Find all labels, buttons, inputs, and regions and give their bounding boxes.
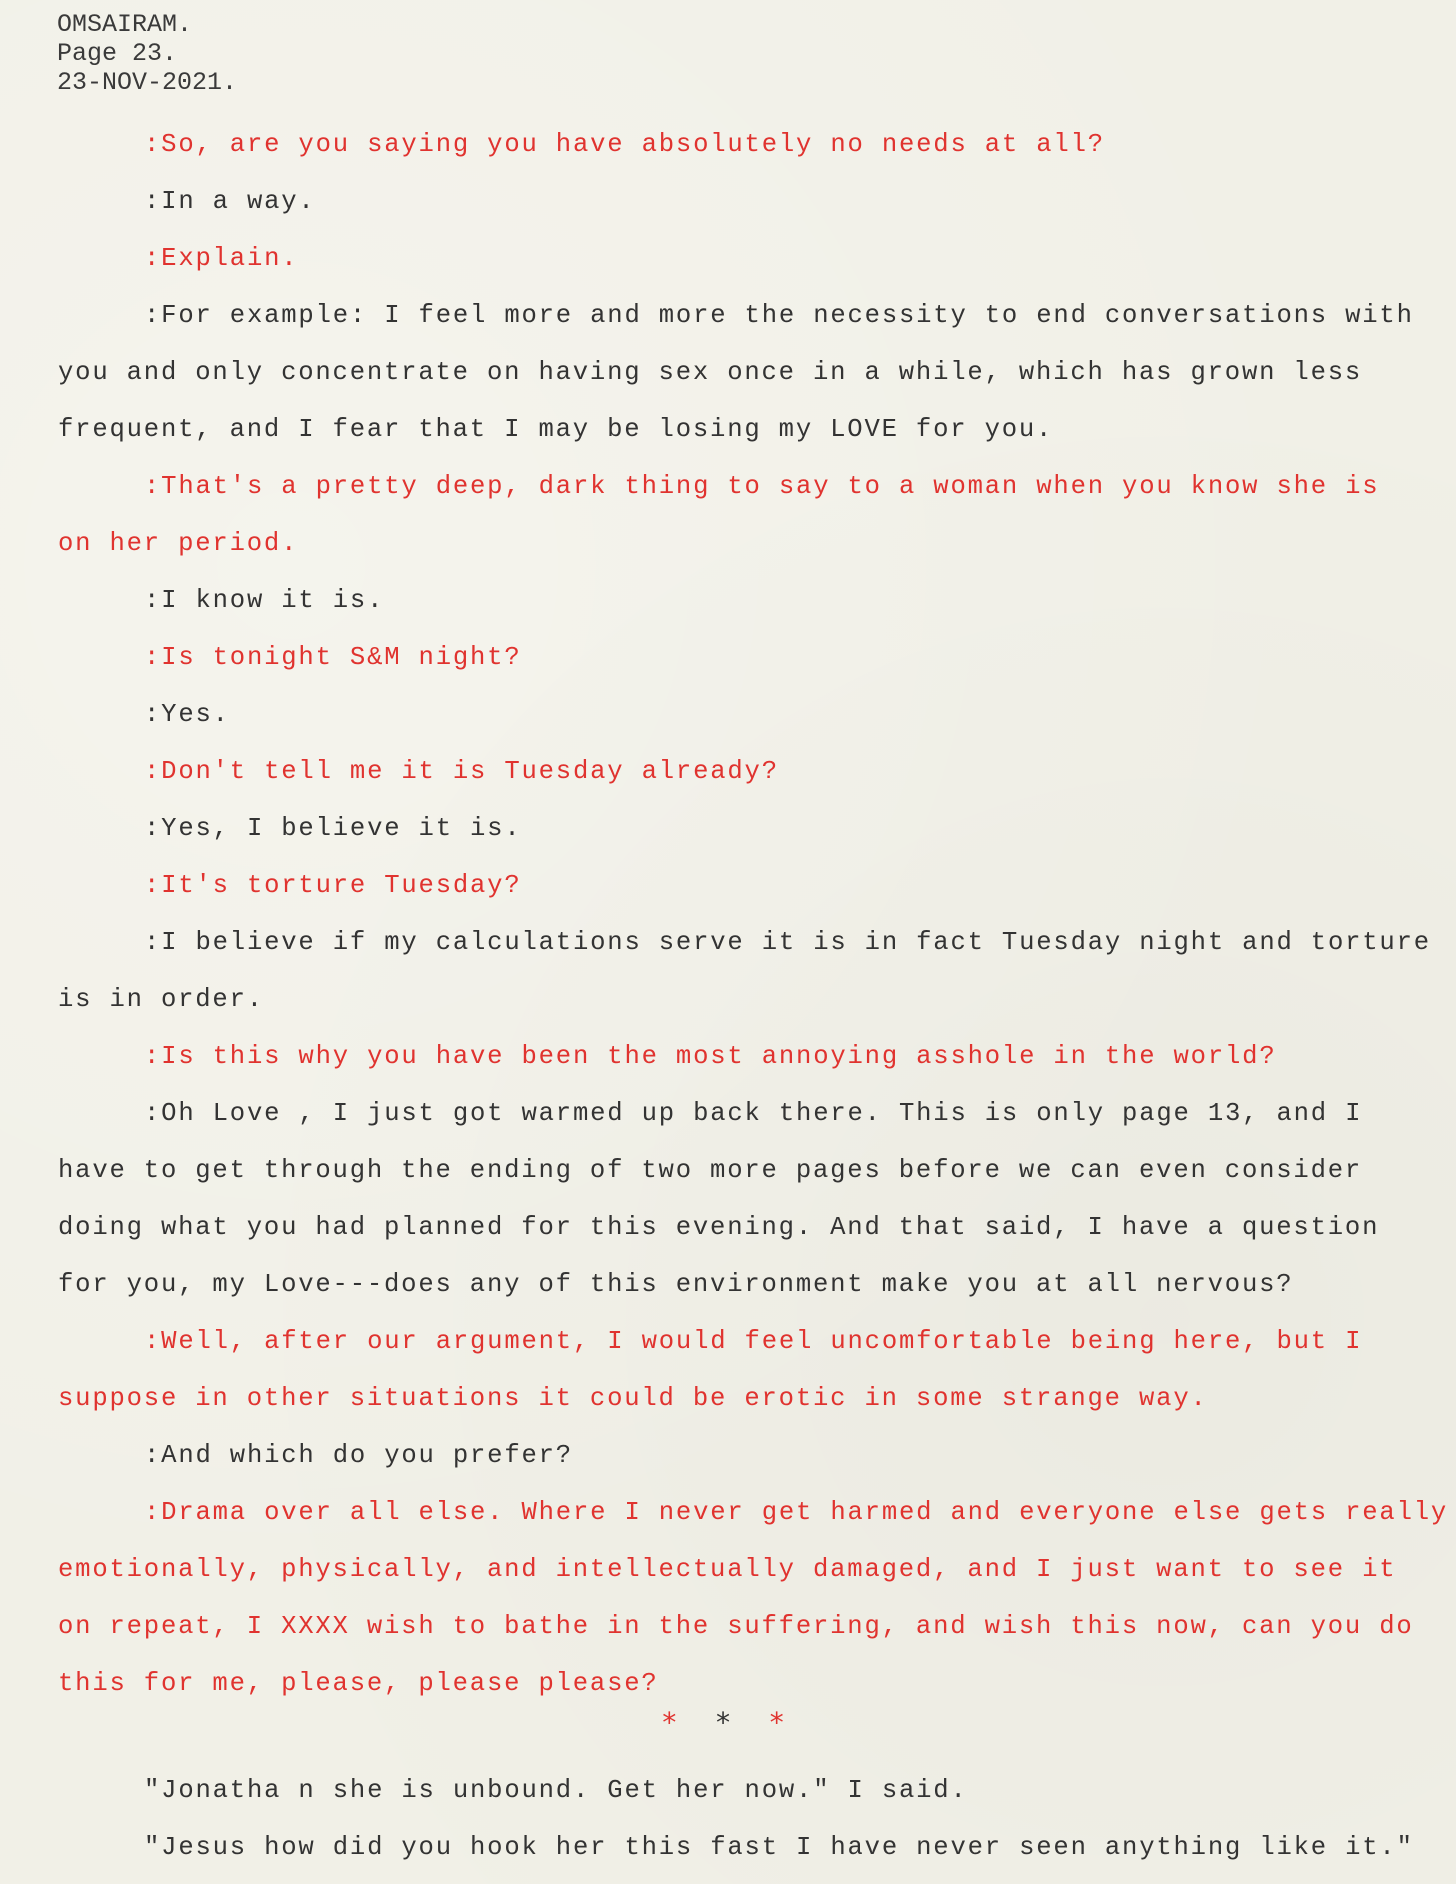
dialogue-line: :Yes, I believe it is. xyxy=(144,814,522,843)
dialogue-line: :It's torture Tuesday? xyxy=(144,871,522,900)
dialogue-paragraph xyxy=(58,1427,1448,1484)
dialogue-line: frequent, and I fear that I may be losing my LOVE for you. xyxy=(58,415,1054,444)
dialogue-paragraph xyxy=(58,686,1448,743)
dialogue-line: for you, my Love---does any of this environment make you at all nervous? xyxy=(58,1270,1294,1299)
dialogue-line: :And which do you prefer? xyxy=(144,1441,573,1470)
dialogue-line: this for me, please, please please? xyxy=(58,1669,659,1698)
dialogue-paragraph xyxy=(58,116,1448,173)
dialogue-paragraph xyxy=(58,1484,1448,1712)
dialogue-paragraph xyxy=(58,1028,1448,1085)
narrative-line-text: "Jonatha n she is unbound. Get her now." I said. xyxy=(144,1776,968,1805)
separator-asterisk: * xyxy=(768,1706,796,1739)
dialogue-line: on her period. xyxy=(58,529,299,558)
dialogue-paragraph xyxy=(58,287,1448,458)
header-page-number: Page 23. xyxy=(57,39,178,68)
dialogue-line: :For example: I feel more and more the necessity to end conversations with xyxy=(144,301,1414,330)
dialogue-line: suppose in other situations it could be erotic in some strange way. xyxy=(58,1384,1208,1413)
dialogue-line: is in order. xyxy=(58,985,264,1014)
dialogue-paragraph xyxy=(58,572,1448,629)
dialogue-line: :Don't tell me it is Tuesday already? xyxy=(144,757,779,786)
dialogue-line: :So, are you saying you have absolutely no needs at all? xyxy=(144,130,1105,159)
narrative-line xyxy=(58,1819,1448,1876)
dialogue-line: have to get through the ending of two more pages before we can even consider xyxy=(58,1156,1363,1185)
dialogue-line: :Yes. xyxy=(144,700,230,729)
dialogue-line: :Explain. xyxy=(144,244,299,273)
section-separator xyxy=(0,1706,1456,1739)
header-date: 23-NOV-2021. xyxy=(57,68,238,97)
narrative-line xyxy=(58,1762,1448,1819)
dialogue-paragraph xyxy=(58,857,1448,914)
dialogue-paragraph xyxy=(58,800,1448,857)
dialogue-line: :Is this why you have been the most annoying asshole in the world? xyxy=(144,1042,1277,1071)
dialogue-line: you and only concentrate on having sex once in a while, which has grown less xyxy=(58,358,1363,387)
page-header xyxy=(57,10,237,97)
dialogue-line: :Oh Love , I just got warmed up back there. This is only page 13, and I xyxy=(144,1099,1363,1128)
dialogue-paragraph xyxy=(58,914,1448,1028)
dialogue-line: emotionally, physically, and intellectually damaged, and I just want to see it xyxy=(58,1555,1397,1584)
dialogue-line: :Well, after our argument, I would feel uncomfortable being here, but I xyxy=(144,1327,1363,1356)
dialogue-line: on repeat, I XXXX wish to bathe in the suffering, and wish this now, can you do xyxy=(58,1612,1414,1641)
narrative-after-break xyxy=(58,1762,1448,1876)
dialogue-line: :Is tonight S&M night? xyxy=(144,643,522,672)
dialogue-paragraph xyxy=(58,458,1448,572)
dialogue-line: :I believe if my calculations serve it is in fact Tuesday night and torture xyxy=(144,928,1431,957)
dialogue-paragraph xyxy=(58,629,1448,686)
dialogue-line: :Drama over all else. Where I never get harmed and everyone else gets really xyxy=(144,1498,1449,1527)
dialogue-paragraph xyxy=(58,173,1448,230)
narrative-line-text: "Jesus how did you hook her this fast I have never seen anything like it." xyxy=(144,1833,1414,1862)
dialogue-paragraph xyxy=(58,743,1448,800)
dialogue-paragraph xyxy=(58,1085,1448,1313)
separator-asterisk: * xyxy=(660,1706,688,1739)
dialogue-line: doing what you had planned for this evening. And that said, I have a question xyxy=(58,1213,1380,1242)
dialogue-paragraph xyxy=(58,1313,1448,1427)
dialogue-body xyxy=(58,116,1448,1712)
dialogue-line: :In a way. xyxy=(144,187,316,216)
header-title: OMSAIRAM. xyxy=(57,10,193,39)
dialogue-line: :I know it is. xyxy=(144,586,385,615)
dialogue-paragraph xyxy=(58,230,1448,287)
separator-asterisk: * xyxy=(714,1706,742,1739)
dialogue-line: :That's a pretty deep, dark thing to say to a woman when you know she is xyxy=(144,472,1380,501)
